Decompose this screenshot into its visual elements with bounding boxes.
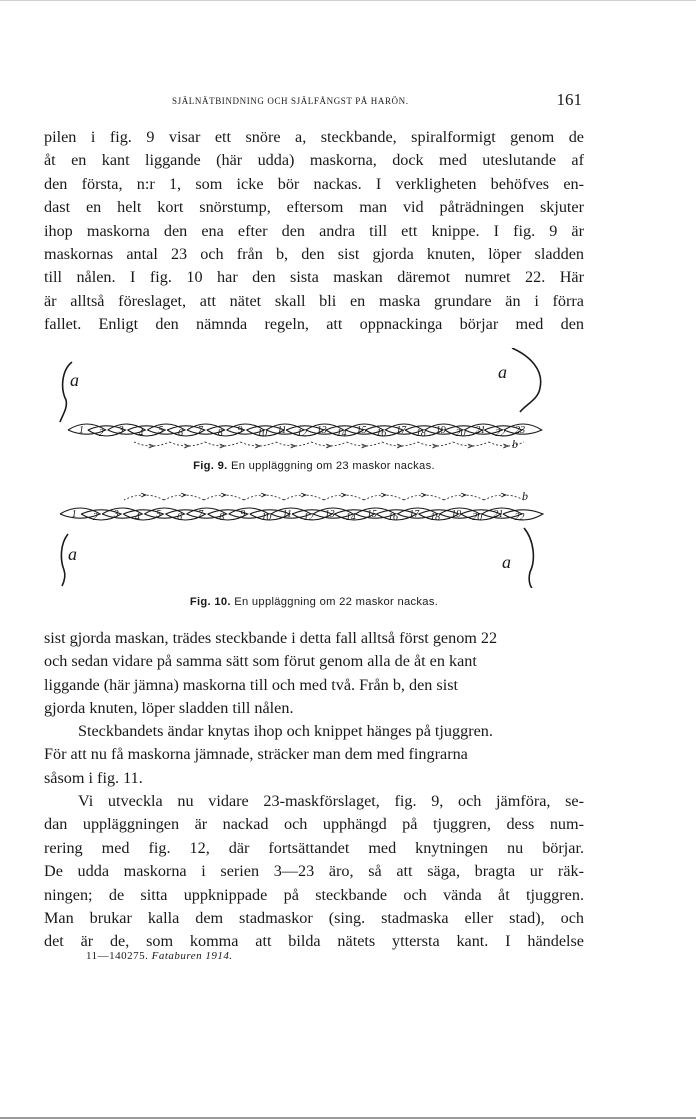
running-title: SJÄLNÄTBINDNING OCH SJÄLFÅNGST PÅ HARÖN. — [172, 96, 409, 106]
figure-9 — [54, 348, 574, 478]
mesh-number: 15 — [356, 425, 367, 436]
text-line: Man brukar kalla dem stadmaskor (sing. stadmaska eller stad), och — [44, 909, 584, 928]
figure-10-illustration — [54, 488, 574, 588]
mesh-number: 20 — [472, 512, 483, 523]
mesh-number: 23 — [515, 425, 526, 436]
mesh-number: 18 — [430, 512, 441, 523]
label-b: b — [512, 437, 518, 451]
mesh-number: 16 — [376, 428, 387, 439]
paragraph-1 — [44, 126, 584, 337]
text-line: och sedan vidare på samma sätt som förut genom alla de åt en kant — [44, 652, 477, 671]
mesh-number: 2 — [92, 512, 98, 523]
page-number: 161 — [556, 90, 582, 109]
mesh-number: 20 — [455, 428, 466, 439]
mesh-number: 13 — [324, 509, 335, 520]
mesh-number: 6 — [178, 428, 183, 439]
mesh-number: 5 — [156, 509, 161, 520]
paragraph-3 — [44, 720, 584, 790]
text-line: maskornas antal 23 och från b, den sist gjorda knuten, löper sladden — [44, 245, 584, 264]
figure-9-caption — [54, 460, 574, 472]
text-line: liggande (här jämna) maskorna till och med två. Från b, den sist — [44, 675, 459, 694]
mesh-number: 22 — [495, 428, 506, 439]
text-line: det är de, som komma att bilda nätets yttersta kant. I händelse — [44, 932, 584, 951]
mesh-number: 17 — [409, 509, 420, 520]
mesh-number: 13 — [316, 425, 327, 436]
mesh-number: 4 — [138, 428, 144, 439]
text-line: den första, n:r 1, som icke bör nackas. I verkligheten behöfves en- — [44, 174, 584, 193]
text-line: är alltså föreslaget, att nätet skall bli en maska grundare än i förra — [44, 291, 584, 310]
paragraph-2 — [44, 627, 584, 721]
mesh-number: 12 — [303, 512, 314, 523]
mesh-number: 2 — [98, 428, 104, 439]
figure-10-caption — [54, 596, 574, 608]
mesh-number: 10 — [261, 512, 272, 523]
mesh-number: 8 — [217, 428, 223, 439]
text-line: För att nu få maskorna jämnade, sträcker man dem med fingrarna — [44, 745, 468, 764]
mesh-number: 11 — [277, 425, 287, 436]
threading-arrows — [124, 493, 524, 500]
mesh-number: 11 — [282, 509, 292, 520]
caption-text: En uppläggning om 23 maskor nackas. — [230, 460, 435, 472]
mesh-number: 3 — [118, 425, 124, 436]
mesh-chain — [68, 424, 542, 439]
label-a-right: a — [502, 552, 511, 572]
figure-9-illustration — [54, 348, 574, 452]
mesh-number: 1 — [71, 509, 77, 520]
label-a-right: a — [498, 362, 507, 382]
label-a-left: a — [70, 370, 79, 390]
page-header — [44, 90, 582, 114]
mesh-number: 17 — [396, 425, 407, 436]
mesh-number: 10 — [257, 428, 268, 439]
figure-10 — [54, 488, 574, 614]
caption-label: Fig. 10. — [189, 596, 231, 608]
text-line: gjorda knuten, löper sladden till nålen. — [44, 699, 294, 718]
text-line: rering med fig. 12, där fortsättandet med knytningen nu börjar. — [44, 838, 584, 857]
caption-label: Fig. 9. — [193, 460, 228, 472]
mesh-number: 7 — [198, 509, 204, 520]
mesh-number: 21 — [493, 509, 504, 520]
signature-number: 11—140275. — [86, 950, 149, 962]
text-line: sist gjorda maskan, trädes steckbande i detta fall alltså först genom 22 — [44, 629, 498, 647]
text-line: åt en kant liggande (här udda) maskorna, dock med uteslutande af — [44, 151, 584, 170]
source-title: Fataburen 1914. — [151, 950, 233, 962]
text-line: Steckbandets ändar knytas ihop och knippet hänges på tjuggren. — [78, 722, 493, 740]
page-edge-top — [0, 0, 696, 1]
cord-a-right — [512, 348, 541, 412]
text-line: till nålen. I fig. 10 har den sista maskan däremot numret 22. Här — [44, 268, 584, 287]
threading-arrows — [134, 442, 524, 448]
mesh-number: 16 — [388, 512, 398, 523]
text-line: fallet. Enligt den nämnda regeln, att oppnackinga börjar med den — [44, 315, 584, 334]
mesh-number: 19 — [435, 425, 446, 436]
text-line: dan uppläggningen är nackad och upphängd på tjuggren, dess num- — [44, 815, 584, 834]
page-edge-bottom — [0, 1117, 696, 1119]
mesh-number: 22 — [514, 512, 525, 523]
mesh-number: 3 — [113, 509, 119, 520]
text-line: Vi utveckla nu vidare 23-maskförslaget, fig. 9, och jämföra, se- — [78, 792, 584, 810]
text-line: såsom i fig. 11. — [44, 768, 143, 787]
mesh-number: 1 — [78, 425, 84, 436]
mesh-chain — [60, 508, 543, 523]
mesh-number: 7 — [197, 425, 203, 436]
mesh-number: 9 — [237, 425, 243, 436]
text-line: dast en helt kort snörstump, eftersom man vid påträdningen skjuter — [44, 198, 584, 217]
label-a-left: a — [68, 544, 77, 564]
text-line: De udda maskorna i serien 3—23 äro, så att säga, bragta ur räk- — [44, 862, 584, 881]
mesh-number: 19 — [451, 509, 462, 520]
mesh-number: 12 — [297, 428, 307, 439]
mesh-number: 6 — [177, 512, 183, 523]
cord-a-left — [61, 534, 68, 586]
mesh-number: 9 — [240, 509, 246, 520]
label-b: b — [522, 489, 528, 503]
mesh-number: 18 — [415, 428, 426, 439]
mesh-number: 4 — [134, 512, 140, 523]
caption-text: En uppläggning om 22 maskor nackas. — [234, 596, 439, 608]
printer-signature — [86, 950, 233, 962]
text-line: ihop maskorna den ena efter den andra till ett knippe. I fig. 9 är — [44, 221, 584, 240]
text-line: pilen i fig. 9 visar ett snöre a, steckbande, spiralformigt genom de — [44, 128, 584, 146]
mesh-number: 21 — [475, 425, 486, 436]
mesh-number: 14 — [345, 512, 356, 523]
mesh-number: 15 — [366, 509, 377, 520]
text-line: ningen; de sitta uppknippade på steckbande och vända åt tjuggren. — [44, 885, 584, 904]
cord-a-right — [524, 528, 533, 588]
mesh-number: 14 — [336, 428, 347, 439]
mesh-number: 8 — [219, 512, 225, 523]
paragraph-4 — [44, 790, 584, 954]
mesh-number: 5 — [158, 425, 164, 436]
